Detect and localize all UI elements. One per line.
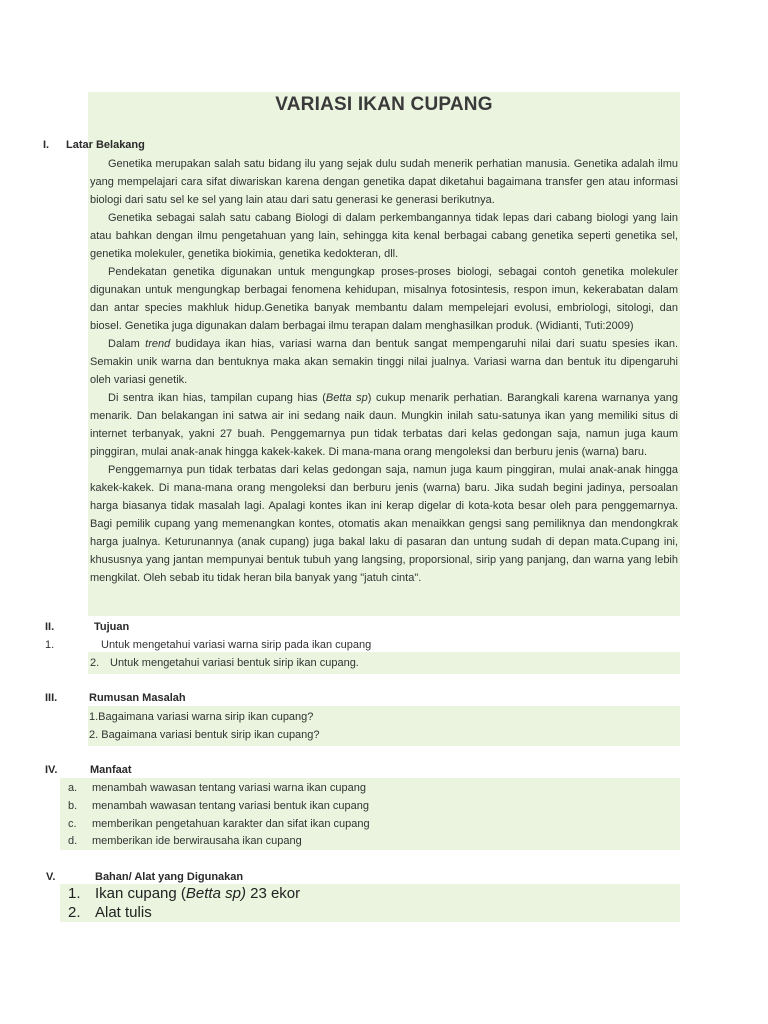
section-2-title: Tujuan bbox=[94, 621, 130, 633]
rumusan-1: 1.Bagaimana variasi warna sirip ikan cupang? bbox=[89, 711, 314, 723]
manfaat-c-number: c. bbox=[68, 818, 77, 830]
bahan-1-number: 1. bbox=[68, 885, 81, 902]
manfaat-a: menambah wawasan tentang variasi warna ikan cupang bbox=[92, 782, 366, 794]
section-2-number: II. bbox=[45, 621, 55, 633]
section-3-number: III. bbox=[45, 692, 58, 704]
manfaat-b: menambah wawasan tentang variasi bentuk ikan cupang bbox=[92, 800, 370, 812]
manfaat-d: memberikan ide berwirausaha ikan cupang bbox=[92, 835, 302, 847]
latar-belakang-body bbox=[90, 155, 678, 587]
manfaat-b-number: b. bbox=[68, 800, 78, 812]
paragraph-4: Dalam trend budidaya ikan hias, variasi warna dan bentuk sangat mempengaruhi nilai dari suatu spesies ikan. Semakin unik warna dan bentuknya maka akan semakin tinggi nilai jualnya. Variasi warna dan bentuk itu dipengaruhi oleh variasi genetik. bbox=[90, 338, 679, 386]
section-1-number: I. bbox=[43, 139, 50, 151]
paragraph-3: Pendekatan genetika digunakan untuk mengungkap proses-proses biologi, sebagai contoh genetika molekuler digunakan untuk mengungkap berbagai fenomena kehidupan, misalnya fotosintesis, respon imun, kekerabatan dalam dan antar species makhluk hidup.Genetika banyak membantu dalam mempelejari evolusi, embriologi, sitologi, dan biosel. Genetika juga digunakan dalam berbagai ilmu terapan dalam menghasilkan produk. (Widianti, Tuti:2009) bbox=[90, 266, 678, 332]
page-title: VARIASI IKAN CUPANG bbox=[275, 94, 493, 115]
section-4-number: IV. bbox=[45, 764, 58, 776]
manfaat-a-number: a. bbox=[68, 782, 78, 794]
paragraph-6: Penggemarnya pun tidak terbatas dari kelas gedongan saja, namun juga kaum pinggiran, mulai anak-anak hingga kakek-kakek. Di mana-mana orang mengoleksi dan berburu jenis (warna) baru. Jika sudah begini jadinya, persoalan harga biasanya tidak masalah lagi. Apalagi kontes ikan ini kerap digelar di kota-kota besar oleh para penggemarnya. Bagi pemilik cupang yang memenangkan kontes, otomatis akan menaikkan gengsi sang pemiliknya dan mendongkrak harga jualnya. Keturunannya (anak cupang) juga bakal laku di pasaran dan untung sudah di depan mata.Cupang ini, khususnya yang jantan mempunyai bentuk tubuh yang langsing, proporsional, sirip yang panjang, dan warna yang lebih mengkilat. Oleh sebab itu tidak heran bila banyak yang "jatuh cinta". bbox=[90, 464, 678, 584]
section-1-title: Latar Belakang bbox=[66, 139, 145, 151]
bahan-2: Alat tulis bbox=[95, 904, 152, 921]
manfaat-c: memberikan pengetahuan karakter dan sifat ikan cupang bbox=[92, 818, 370, 830]
section-5-number: V. bbox=[46, 871, 56, 883]
paragraph-5: Di sentra ikan hias, tampilan cupang hias (Betta sp) cukup menarik perhatian. Barangkali karena warnanya yang menarik. Dan belakangan ini satwa air ini sedang naik daun. Mungkin inilah satu-satunya ikan yang memiliki situs di internet terbanyak, yakni 27 buah. Penggemarnya pun tidak terbatas dari kelas gedongan saja, namun juga kaum pinggiran, mulai anak-anak hingga kakek-kakek. Di mana-mana orang mengoleksi dan berburu jenis (warna) baru. bbox=[90, 392, 678, 458]
section-4-title: Manfaat bbox=[90, 764, 132, 776]
tujuan-1: Untuk mengetahui variasi warna sirip pada ikan cupang bbox=[101, 639, 372, 651]
manfaat-d-number: d. bbox=[68, 835, 78, 847]
tujuan-2: Untuk mengetahui variasi bentuk sirip ikan cupang. bbox=[110, 657, 359, 669]
section-3-title: Rumusan Masalah bbox=[89, 692, 186, 704]
bahan-2-number: 2. bbox=[68, 904, 81, 921]
tujuan-1-number: 1. bbox=[45, 639, 55, 651]
tujuan-2-number: 2. bbox=[90, 657, 100, 669]
paragraph-1: Genetika merupakan salah satu bidang ilu yang sejak dulu sudah menerik perhatian manusia. Genetika adalah ilmu yang mempelajari cara sifat diwariskan karena dengan genetika dapat diketahui bagaimana transfer gen atau informasi biologi dari satu sel ke sel yang lain atau dari satu generasi ke generasi berikutnya. bbox=[90, 158, 678, 206]
bahan-1: Ikan cupang (Betta sp) 23 ekor bbox=[95, 885, 301, 902]
paragraph-2: Genetika sebagai salah satu cabang Biologi di dalam perkembangannya tidak lepas dari cabang biologi yang lain atau bahkan dengan ilmu pengetahuan yang lain, sehingga kita kenal berbagai cabang genetika seperti genetika sel, genetika molekuler, genetika biokimia, genetika kedokteran, dll. bbox=[90, 212, 678, 260]
section-5-title: Bahan/ Alat yang Digunakan bbox=[95, 871, 244, 883]
rumusan-2: 2. Bagaimana variasi bentuk sirip ikan cupang? bbox=[89, 729, 320, 741]
